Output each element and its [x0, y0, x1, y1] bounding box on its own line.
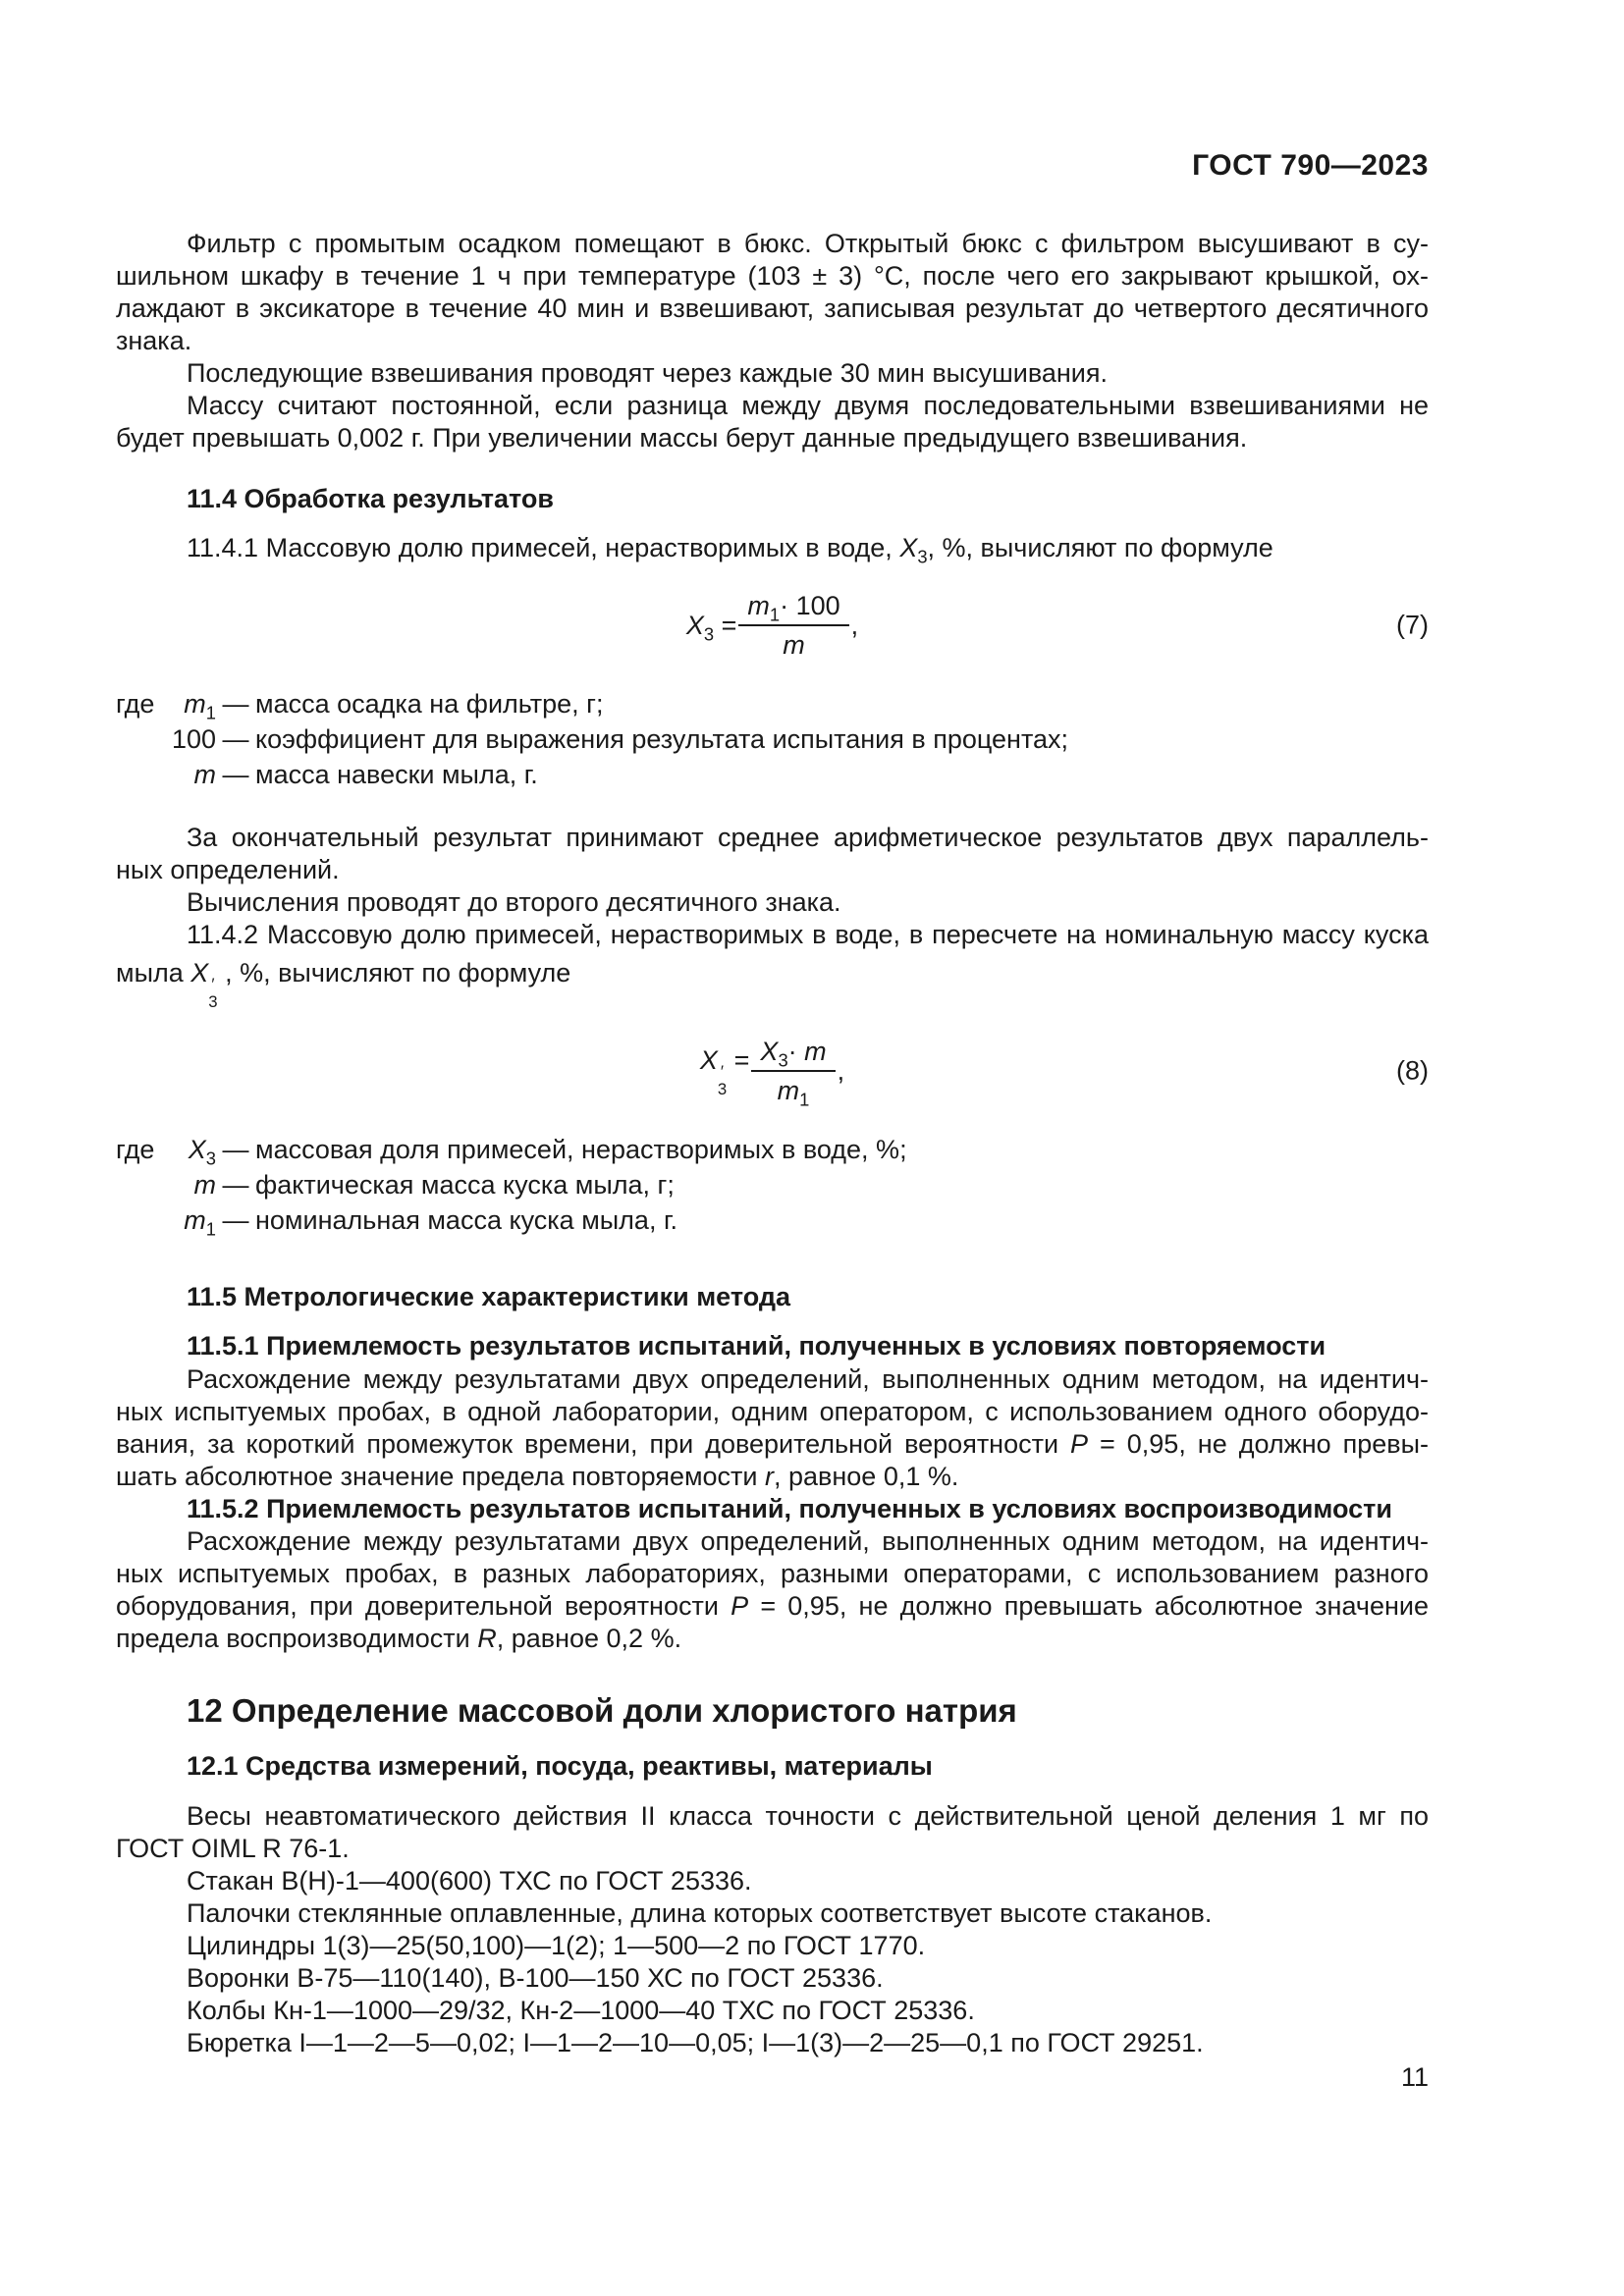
- definition-dash: —: [222, 1170, 249, 1201]
- fraction: [751, 1037, 835, 1110]
- formula-tail: ,: [837, 1055, 845, 1086]
- definition-description: масса навески мыла, г.: [255, 760, 538, 789]
- paragraph-line: За окончательный результат принимают среднее арифметическое результатов двух параллель-: [187, 823, 1429, 852]
- content-column: [116, 228, 1429, 2059]
- paragraph-line: ных испытуемых пробах, в разных лабораториях, разными операторами, с использованием разного: [116, 1559, 1429, 1589]
- formula-lhs: X ′ 3 =: [699, 1044, 750, 1098]
- fraction-denominator: $m_1$: [777, 1076, 810, 1110]
- formula-number: (7): [1396, 610, 1429, 640]
- paragraph-line: Расхождение между результатами двух определений, выполненных одним методом, на идентич-: [187, 1526, 1429, 1557]
- formula-number: (8): [1396, 1055, 1429, 1086]
- section-heading-11-5: 11.5 Метрологические характеристики метода: [187, 1282, 790, 1312]
- definition-term: $X_3$: [188, 1135, 216, 1169]
- paragraph-line: лаждают в эксикаторе в течение 40 мин и взвешивают, записывая результат до четвертого десятичного: [116, 294, 1429, 323]
- definition-description: масса осадка на фильтре, г;: [255, 689, 604, 719]
- definition-row: [116, 1167, 1429, 1202]
- definition-dash: —: [222, 1135, 249, 1165]
- paragraph-line: шильном шкафу в течение 1 ч при температуре (103 ± 3) °С, после чего его закрывают крышкой, ох-: [116, 261, 1429, 291]
- standard-number-header: ГОСТ 790—2023: [1192, 149, 1429, 182]
- paragraph-line: шать абсолютное значение предела повторяемости r, равное 0,1 %.: [116, 1462, 959, 1492]
- definition-term: 100: [171, 724, 216, 754]
- where-label: где: [116, 1135, 155, 1165]
- chapter-heading-12: 12 Определение массовой доли хлористого натрия: [187, 1692, 1017, 1730]
- definition-row: [116, 686, 1429, 721]
- formula-tail: ,: [850, 610, 859, 640]
- paragraph-line: 11.4.2 Массовую долю примесей, нерастворимых в воде, в пересчете на номинальную массу куска: [187, 920, 1429, 949]
- list-item: Воронки В-75—110(140), В-100—150 ХС по ГОСТ 25336.: [187, 1963, 884, 1994]
- formula-8-expression: [699, 1037, 845, 1110]
- definition-dash: —: [222, 1205, 249, 1236]
- paragraph-line: Последующие взвешивания проводят через каждые 30 мин высушивания.: [187, 358, 1108, 388]
- paragraph-line: будет превышать 0,002 г. При увеличении массы берут данные предыдущего взвешивания.: [116, 423, 1248, 453]
- formula-7-expression: [686, 591, 858, 660]
- definition-description: фактическая масса куска мыла, г;: [255, 1170, 675, 1201]
- definition-dash: —: [222, 689, 249, 719]
- list-item: Колбы Кн-1—1000—29/32, Кн-2—1000—40 ТХС по ГОСТ 25336.: [187, 1996, 975, 2026]
- definition-list: [116, 1132, 1429, 1238]
- formula-8: [116, 1024, 1429, 1118]
- fraction-denominator: m: [783, 630, 805, 660]
- fraction-numerator: $m_1\cdot 100$: [738, 591, 848, 626]
- definition-term: m: [193, 1170, 216, 1201]
- section-heading-11-5-1: 11.5.1 Приемлемость результатов испытаний, полученных в условиях повторяемости: [187, 1331, 1326, 1362]
- section-heading-11-4: 11.4 Обработка результатов: [187, 484, 554, 513]
- definition-row: [116, 1202, 1429, 1238]
- paragraph-line: вания, за короткий промежуток времени, при доверительной вероятности P = 0,95, не должно превы-: [116, 1429, 1429, 1460]
- definition-row: [116, 721, 1429, 757]
- fraction: [738, 591, 848, 660]
- definition-description: коэффициент для выражения результата испытания в процентах;: [255, 724, 1069, 754]
- definition-description: номинальная масса куска мыла, г.: [255, 1205, 677, 1236]
- section-heading-12-1: 12.1 Средства измерений, посуда, реактивы, материалы: [187, 1751, 933, 1782]
- formula-7: [116, 578, 1429, 672]
- page-number: 11: [1400, 2062, 1429, 2092]
- paragraph-line: оборудования, при доверительной вероятности P = 0,95, не должно превышать абсолютное значение: [116, 1591, 1429, 1622]
- list-item: Цилиндры 1(3)—25(50,100)—1(2); 1—500—2 по ГОСТ 1770.: [187, 1931, 926, 1961]
- paragraph-line: Фильтр с промытым осадком помещают в бюкс. Открытый бюкс с фильтром высушивают в су-: [187, 229, 1429, 258]
- paragraph-line: Весы неавтоматического действия II класса точности с действительной ценой деления 1 мг по: [187, 1801, 1429, 1832]
- where-label: где: [116, 689, 155, 719]
- section-heading-11-5-2: 11.5.2 Приемлемость результатов испытаний, полученных в условиях воспроизводимости: [187, 1494, 1392, 1524]
- definition-dash: —: [222, 724, 249, 754]
- definition-term: $m_1$: [184, 1205, 216, 1240]
- paragraph-line: Вычисления проводят до второго десятичного знака.: [187, 887, 841, 917]
- paragraph-line: Массу считают постоянной, если разница между двумя последовательными взвешиваниями не: [187, 391, 1429, 420]
- paragraph-line: предела воспроизводимости R, равное 0,2 %.: [116, 1624, 682, 1654]
- list-item: Бюретка I—1—2—5—0,02; I—1—2—10—0,05; I—1(3)—2—25—0,1 по ГОСТ 29251.: [187, 2028, 1204, 2058]
- definition-list: [116, 686, 1429, 792]
- definition-term: m: [193, 760, 216, 789]
- paragraph-line: ных определений.: [116, 855, 340, 884]
- definition-description: массовая доля примесей, нерастворимых в воде, %;: [255, 1135, 907, 1165]
- list-item: Палочки стеклянные оплавленные, длина которых соответствует высоте стаканов.: [187, 1898, 1213, 1929]
- definition-row: [116, 757, 1429, 792]
- list-item: Стакан В(Н)-1—400(600) ТХС по ГОСТ 25336.: [187, 1866, 752, 1896]
- paragraph-line: 11.4.1 Массовую долю примесей, нерастворимых в воде, $X_3$, %, вычисляют по формуле: [187, 533, 1273, 567]
- paragraph-line: Расхождение между результатами двух определений, выполненных одним методом, на идентич-: [187, 1364, 1429, 1395]
- definition-dash: —: [222, 760, 249, 789]
- paragraph-line: знака.: [116, 326, 192, 355]
- paragraph-line: ных испытуемых пробах, в одной лаборатории, одним оператором, с использованием одного оборудо-: [116, 1397, 1429, 1427]
- paragraph-line: мыла X ′ 3 , %, вычисляют по формуле: [116, 958, 571, 1011]
- fraction-numerator: $X_3\cdot m$: [751, 1037, 835, 1072]
- paragraph-line: ГОСТ OIML R 76-1.: [116, 1834, 350, 1864]
- definition-row: [116, 1132, 1429, 1167]
- definition-term: $m_1$: [184, 689, 216, 723]
- formula-lhs: $X_3$ =: [685, 610, 737, 644]
